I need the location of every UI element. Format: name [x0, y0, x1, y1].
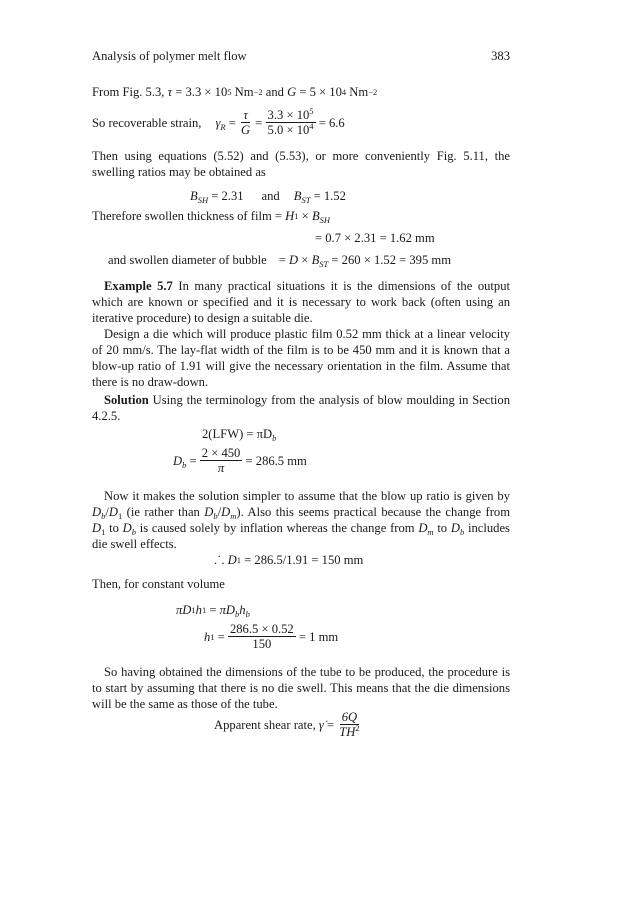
then-using-para: Then using equations (5.52) and (5.53), or more conveniently Fig. 5.11, the swelling ratios may be obtained as [92, 149, 510, 179]
example-label: Example 5.7 [104, 279, 173, 293]
running-header [92, 48, 510, 64]
running-title: Analysis of polymer melt flow [92, 49, 247, 63]
page-number: 383 [491, 49, 510, 63]
const-volume-line: Then, for constant volume [92, 577, 225, 591]
volume-eq: πD 1 h 1 = $\pi D_bh_b$ [176, 603, 250, 619]
solution-para: Solution Using the terminology from the analysis of blow moulding in Section 4.2.5. [92, 393, 510, 423]
example-5-7-para: Example 5.7 In many practical situations it is the dimensions of the output which are known or specified and it is necessary to work back (often using an iterative procedure) to design a suitable die. [92, 279, 511, 325]
lfw-eq: 2(LFW) = πD $_b$ [202, 427, 277, 443]
shear-rate-eq: Apparent shear rate, γ̇ = $\frac{6Q}{TH^2}$ [214, 710, 360, 739]
now-para: Now it makes the solution simpler to assume that the blow up ratio is given by $D_b/D_1$ (ie rather than $D_b/D_m$). Also this seems practical because the change from $D_1$ to $D_b$ is caused solely by inflation whereas the change from $D_m$ to $D_b$ includes die swell effects. [92, 489, 511, 551]
page-body [92, 48, 511, 739]
h1-eq: h 1 = $\frac{286.5 \times 0.52}{150}$ = 1 mm [204, 622, 339, 651]
swollen-thickness-eq: Therefore swollen thickness of film = H 1 × $B_{SH}$ [92, 209, 331, 225]
solution-label: Solution [104, 393, 149, 407]
swollen-diameter-eq: and swollen diameter of bubble = D × $B_{ST}$ = 260 × 1.52 = 395 mm [108, 253, 452, 269]
recoverable-strain-eq: So recoverable strain, $\gamma_R$ = $\frac{\tau}{G}$ = $\frac{3.3 \times 10^5}{5.0 \times 10^4}$ = 6.6 [92, 106, 345, 137]
swell-ratios-eq: $B_{SH}$ = 2.31 and $B_{ST}$ = 1.52 [190, 189, 346, 205]
design-para: Design a die which will produce plastic film 0.52 mm thick at a linear velocity of 20 mm/s. The lay-flat width of the film is to be 450 mm and it is known that a blow-up ratio of 1.91 will give the necessary orientation in the film. Assume that there is no draw-down. [92, 327, 510, 389]
from-fig-line: From Fig. 5.3, τ = 3.3 × 10 5 Nm −2 and G = 5 × 10 4 Nm −2 [92, 85, 378, 99]
d1-eq: .˙. D 1 = 286.5/1.91 = 150 mm [214, 553, 364, 567]
so-having-para: So having obtained the dimensions of the tube to be produced, the procedure is to start by assuming that there is no die swell. This means that the die dimensions will be the same as those of the tube. [92, 665, 510, 711]
thickness-result: = 0.7 × 2.31 = 1.62 mm [315, 231, 435, 245]
db-eq: $D_b$ = $\frac{2 \times 450}{\pi}$ = 286.5 mm [173, 446, 307, 475]
